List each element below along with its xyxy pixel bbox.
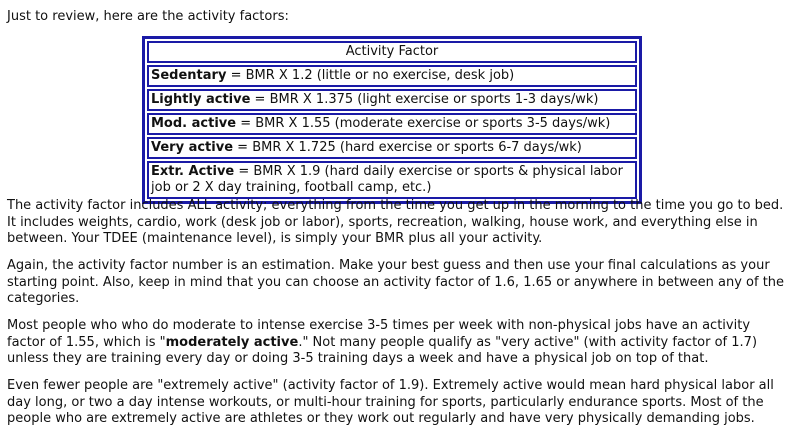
activity-formula: = BMR X 1.55 (moderate exercise or sports 3-5 days/wk) [236,116,611,131]
table-row [147,113,637,135]
paragraph-text: Most people who who do moderate to intense exercise 3-5 times per week with non-physical jobs have an activity factor of 1.55, which is " [7,318,751,350]
table-cell [147,137,637,159]
table-cell [147,65,637,87]
paragraph-text: ." Not many people qualify as "very active" (with activity factor of 1.7) unless they are training every day or doing 3-5 training days a week and have a physical job on top of that. [7,334,758,366]
paragraph-extremely-active: Even fewer people are "extremely active" (activity factor of 1.9). Extremely active would mean hard physical labor all day long, or two a day intense workouts, or multi-hour training for sports, particularly endurance sports. Most of the people who are extremely active are athletes or they work out regularly and have very physically demanding jobs. [7,378,774,426]
activity-level-label: Lightly active [151,92,251,107]
paragraph-estimation: Again, the activity factor number is an estimation. Make your best guess and then use your final calculations as your starting point. Also, keep in mind that you can choose an activity factor of 1.6, 1.65 or anywhere in between any of the categories. [7,258,785,306]
table-cell [147,89,637,111]
activity-formula: = BMR X 1.725 (hard exercise or sports 6-7 days/wk) [233,140,582,155]
activity-level-label: Very active [151,140,234,155]
activity-level-label: Extr. Active [151,164,235,179]
activity-formula: = BMR X 1.375 (light exercise or sports 1-3 days/wk) [250,92,599,107]
table-row [147,137,637,159]
activity-level-label: Mod. active [151,116,237,131]
table-header-row [147,41,637,63]
table-header-cell: Activity Factor [147,41,637,63]
activity-factor-table [142,36,642,204]
table-row [147,161,637,199]
paragraph-activity-definition: The activity factor includes ALL activity; everything from the time you get up in the morning to the time you go to bed. It includes weights, cardio, work (desk job or labor), sports, recreation, walking, house work, and everything else in between. Your TDEE (maintenance level), is simply your BMR plus all your activity. [7,198,784,246]
activity-formula: = BMR X 1.9 (hard daily exercise or sports & physical labor job or 2 X day training, football camp, etc.) [151,164,623,195]
emphasis-text: moderately active [165,334,299,350]
table-row [147,89,637,111]
activity-level-label: Sedentary [151,68,227,83]
activity-formula: = BMR X 1.2 (little or no exercise, desk job) [226,68,515,83]
table-cell [147,161,637,199]
intro-text: Just to review, here are the activity factors: [7,9,289,24]
paragraph-moderate-active [7,318,787,368]
table-cell [147,113,637,135]
table-row [147,65,637,87]
